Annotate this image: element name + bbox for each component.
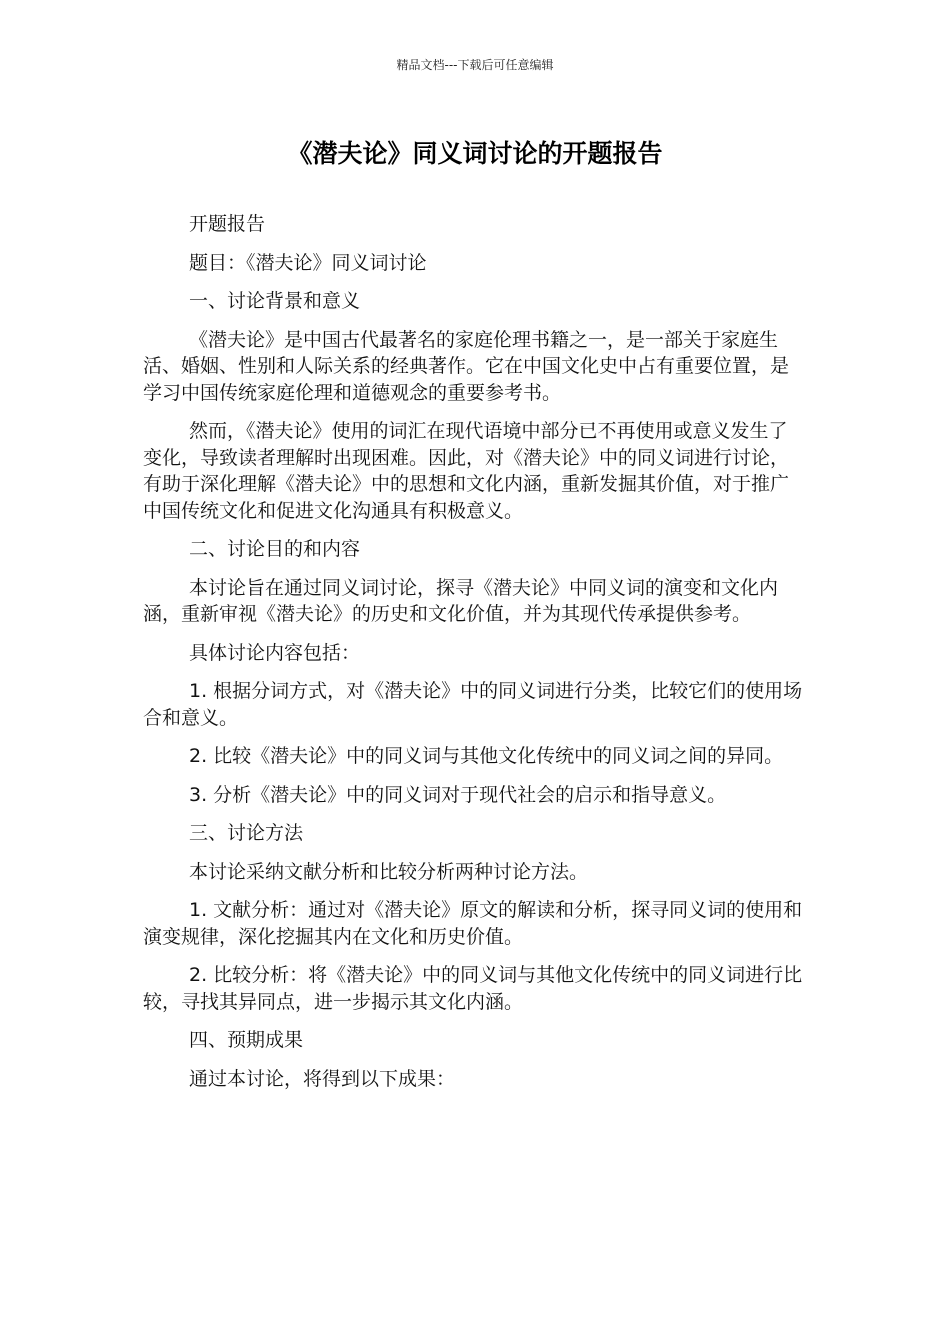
paragraph: 《潜夫论》是中国古代最著名的家庭伦理书籍之一，是一部关于家庭生活、婚姻、性别和人际关系的经典著作。它在中国文化史中占有重要位置，是学习中国传统家庭伦理和道德观念的重要参考书。 bbox=[143, 328, 790, 404]
section-heading: 四、预期成果 bbox=[189, 1029, 304, 1051]
paragraph: 本讨论旨在通过同义词讨论，探寻《潜夫论》中同义词的演变和文化内涵，重新审视《潜夫论》的历史和文化价值，并为其现代传承提供参考。 bbox=[143, 576, 779, 625]
document-body bbox=[143, 211, 803, 1104]
list-item: 1. 根据分词方式，对《潜夫论》中的同义词进行分类，比较它们的使用场合和意义。 bbox=[143, 680, 803, 729]
section-heading: 三、讨论方法 bbox=[189, 822, 304, 844]
list-item: 2. 比较《潜夫论》中的同义词与其他文化传统中的同义词之间的异同。 bbox=[189, 745, 784, 767]
paragraph: 具体讨论内容包括： bbox=[189, 641, 361, 664]
paragraph: 然而，《潜夫论》使用的词汇在现代语境中部分已不再使用或意义发生了变化，导致读者理解时出现困难。因此，对《潜夫论》中的同义词进行讨论，有助于深化理解《潜夫论》中的思想和文化内涵，重新发掘其价值，对于推广中国传统文化和促进文化沟通具有积极意义。 bbox=[143, 420, 790, 522]
section-heading: 一、讨论背景和意义 bbox=[189, 290, 361, 312]
list-item: 2. 比较分析：将《潜夫论》中的同义词与其他文化传统中的同义词进行比较，寻找其异同点，进一步揭示其文化内涵。 bbox=[143, 964, 803, 1013]
section-heading: 二、讨论目的和内容 bbox=[189, 538, 361, 560]
paragraph: 本讨论采纳文献分析和比较分析两种讨论方法。 bbox=[189, 860, 589, 883]
paragraph: 开题报告 bbox=[189, 213, 266, 235]
list-item: 3. 分析《潜夫论》中的同义词对于现代社会的启示和指导意义。 bbox=[189, 783, 727, 806]
list-item: 1. 文献分析：通过对《潜夫论》原文的解读和分析，探寻同义词的使用和演变规律，深化挖掘其内在文化和历史价值。 bbox=[143, 899, 803, 948]
paragraph: 题目：《潜夫论》同义词讨论 bbox=[189, 251, 427, 274]
header-note: 精品文档---下载后可任意编辑 bbox=[396, 58, 554, 72]
document-title: 《潜夫论》同义词讨论的开题报告 bbox=[287, 139, 663, 168]
paragraph: 通过本讨论，将得到以下成果： bbox=[189, 1067, 456, 1090]
